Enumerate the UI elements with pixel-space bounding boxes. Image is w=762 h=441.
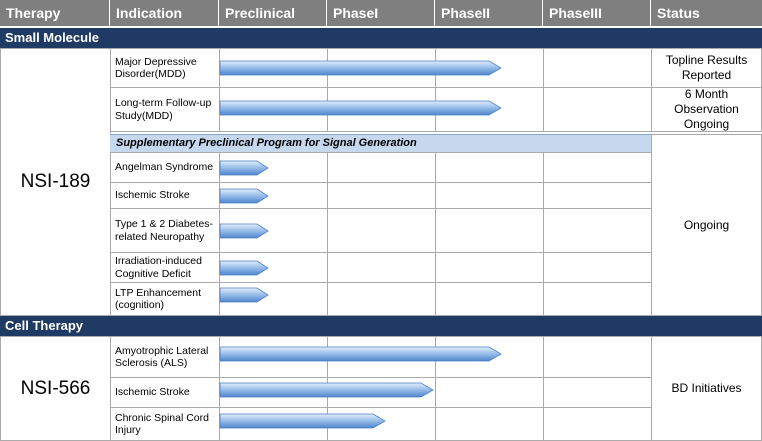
- status-long-term: 6 Month Observation Ongoing: [651, 87, 762, 132]
- grid-cell: [543, 87, 652, 132]
- status-supplementary: Ongoing: [651, 134, 762, 316]
- indication-angelman: Angelman Syndrome: [110, 152, 220, 183]
- grid-cell: [435, 208, 544, 253]
- indication-ltp-enhancement: LTP Enhancement (cognition): [110, 282, 220, 316]
- indication-diabetes-neuropathy: Type 1 & 2 Diabetes-related Neuropathy: [110, 208, 220, 253]
- indication-ischemic-stroke-ct: Ischemic Stroke: [110, 377, 220, 408]
- status-cell-therapy: BD Initiatives: [651, 336, 762, 441]
- progress-arrow-ltp: [219, 285, 271, 305]
- progress-arrow-long-term: [219, 98, 503, 118]
- grid-cell: [435, 282, 544, 316]
- grid-cell: [543, 336, 652, 378]
- progress-arrow-ischemic-stroke-sm: [219, 186, 271, 206]
- grid-cell: [435, 182, 544, 209]
- progress-arrow-als: [219, 344, 503, 364]
- col-header-phase1: PhaseI: [327, 0, 435, 26]
- status-mdd: Topline Results Reported: [651, 48, 762, 88]
- grid-cell: [327, 208, 436, 253]
- supplementary-program-banner: Supplementary Preclinical Program for Signal Generation: [110, 134, 651, 153]
- progress-arrow-ischemic-stroke-ct: [219, 380, 435, 400]
- grid-cell: [543, 377, 652, 408]
- indication-spinal-cord-injury: Chronic Spinal Cord Injury: [110, 407, 220, 441]
- grid-cell: [435, 407, 544, 441]
- grid-cell: [543, 48, 652, 88]
- grid-cell: [435, 152, 544, 183]
- progress-arrow-mdd: [219, 58, 503, 78]
- grid-cell: [327, 182, 436, 209]
- col-header-phase2: PhaseII: [435, 0, 543, 26]
- indication-als: Amyotrophic Lateral Sclerosis (ALS): [110, 336, 220, 378]
- indication-ischemic-stroke-sm: Ischemic Stroke: [110, 182, 220, 209]
- therapy-nsi-189: NSI-189: [0, 48, 111, 316]
- grid-cell: [543, 407, 652, 441]
- grid-cell: [543, 182, 652, 209]
- progress-arrow-angelman: [219, 158, 271, 178]
- progress-arrow-diabetes: [219, 221, 271, 241]
- col-header-preclinical: Preclinical: [219, 0, 327, 26]
- grid-cell: [543, 152, 652, 183]
- col-header-indication: Indication: [110, 0, 219, 26]
- grid-cell: [543, 252, 652, 283]
- indication-long-term-follow-up: Long-term Follow-up Study(MDD): [110, 87, 220, 132]
- group-bar-small-molecule: Small Molecule: [0, 28, 762, 48]
- grid-cell: [543, 282, 652, 316]
- group-bar-cell-therapy: Cell Therapy: [0, 316, 762, 336]
- grid-cell: [327, 152, 436, 183]
- progress-arrow-spinal-cord: [219, 411, 387, 431]
- indication-irradiation-cognitive: Irradiation-induced Cognitive Deficit: [110, 252, 220, 283]
- grid-cell: [543, 208, 652, 253]
- grid-cell: [435, 377, 544, 408]
- indication-mdd: Major Depressive Disorder(MDD): [110, 48, 220, 88]
- col-header-status: Status: [651, 0, 762, 26]
- progress-arrow-irradiation: [219, 258, 271, 278]
- col-header-therapy: Therapy: [0, 0, 110, 26]
- grid-cell: [327, 282, 436, 316]
- grid-cell: [435, 252, 544, 283]
- grid-cell: [327, 252, 436, 283]
- therapy-nsi-566: NSI-566: [0, 336, 111, 441]
- col-header-phase3: PhaseIII: [543, 0, 651, 26]
